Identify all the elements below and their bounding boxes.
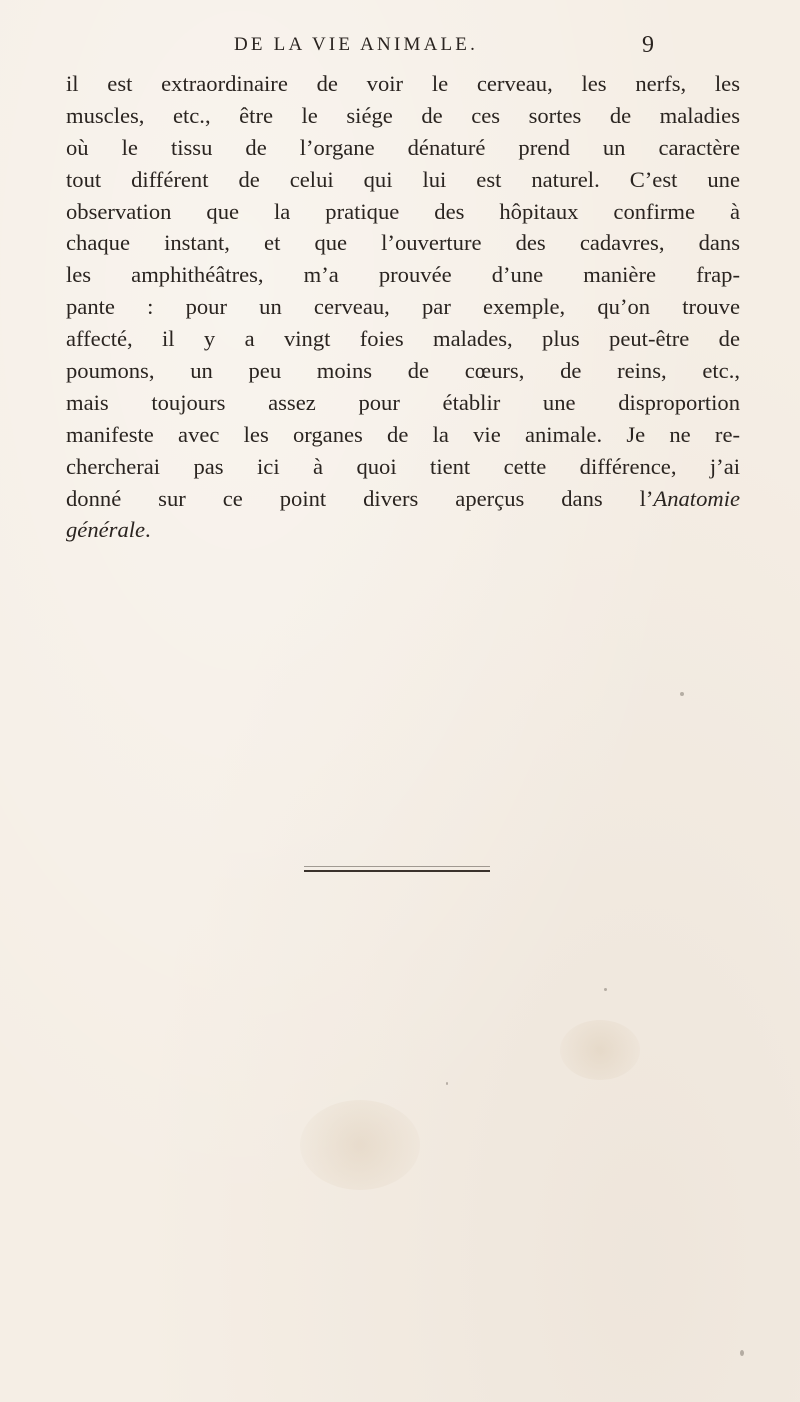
- text-span: .: [145, 517, 151, 543]
- text-line: mais toujours assez pour établir une disproportion: [66, 389, 740, 415]
- paper-stain: [560, 1020, 640, 1080]
- paper-stain: [300, 1100, 420, 1190]
- text-line: tout différent de celui qui lui est naturel. C’est une: [66, 166, 740, 192]
- paper-speck: [740, 1350, 744, 1356]
- text-line: [66, 483, 740, 515]
- text-line: chaque instant, et que l’ouverture des cadavres, dans: [66, 230, 740, 256]
- text-line: il est extraordinaire de voir le cerveau, les nerfs, les: [66, 71, 740, 96]
- running-head: [0, 34, 800, 64]
- paper-speck: [446, 1082, 448, 1085]
- italic-title: générale: [66, 517, 146, 543]
- section-rule: [304, 870, 490, 872]
- text-line: les amphithéâtres, m’a prouvée d’une manière frap-: [66, 262, 740, 288]
- text-line: muscles, etc., être le siége de ces sortes de maladies: [66, 102, 740, 128]
- text-line: [66, 514, 740, 546]
- text-line: chercherai pas ici à quoi tient cette différence, j’ai: [66, 453, 740, 479]
- text-line: où le tissu de l’organe dénaturé prend un caractère: [66, 134, 740, 160]
- paper-speck: [604, 988, 607, 991]
- page-number: 9: [642, 32, 654, 58]
- text-line: poumons, un peu moins de cœurs, de reins, etc.,: [66, 358, 740, 384]
- running-title: DE LA VIE ANIMALE.: [234, 34, 479, 55]
- text-span: donné sur ce point divers aperçus dans l’: [66, 485, 654, 511]
- text-line: observation que la pratique des hôpitaux confirme à: [66, 198, 740, 224]
- italic-title: Anatomie: [653, 485, 740, 511]
- text-line: pante : pour un cerveau, par exemple, qu’on trouve: [66, 294, 740, 320]
- text-line: affecté, il y a vingt foies malades, plus peut-être de: [66, 326, 740, 352]
- paper-speck: [680, 692, 684, 696]
- text-line: manifeste avec les organes de la vie animale. Je ne re-: [66, 421, 740, 447]
- section-rule-thin: [304, 866, 490, 867]
- body-text: [66, 68, 740, 546]
